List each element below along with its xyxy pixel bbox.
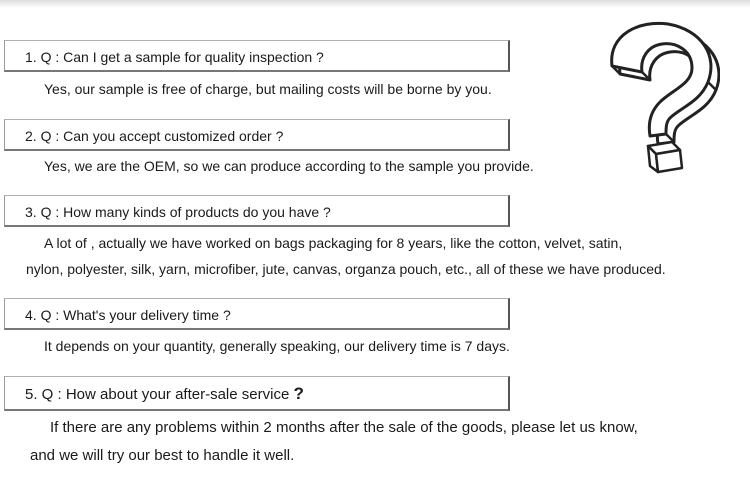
question-1-text: 1. Q : Can I get a sample for quality inspection ?	[25, 49, 324, 65]
answer-5-line-1: If there are any problems within 2 months after the sale of the goods, please let us know,	[50, 419, 638, 436]
question-3-text: 3. Q : How many kinds of products do you have ?	[25, 204, 331, 220]
question-box-2	[4, 119, 510, 151]
answer-4-line-1: It depends on your quantity, generally speaking, our delivery time is 7 days.	[44, 338, 510, 354]
question-5-mark: ?	[293, 384, 304, 403]
question-4-text: 4. Q : What's your delivery time ?	[25, 307, 231, 323]
question-5-label: 5. Q : How about your after-sale service	[25, 386, 290, 403]
question-box-3	[4, 195, 510, 227]
question-box-4	[4, 298, 510, 330]
question-5-text	[25, 384, 304, 404]
answer-3-line-1: A lot of , actually we have worked on bags packaging for 8 years, like the cotton, velvet, satin,	[44, 235, 623, 251]
answer-3-line-2: nylon, polyester, silk, yarn, microfiber, jute, canvas, organza pouch, etc., all of these we have produced.	[26, 261, 666, 277]
question-box-5	[4, 376, 510, 411]
answer-1-line-1: Yes, our sample is free of charge, but mailing costs will be borne by you.	[44, 81, 492, 97]
question-2-text: 2. Q : Can you accept customized order ?	[25, 128, 284, 144]
question-box-1	[4, 40, 510, 72]
answer-5-line-2: and we will try our best to handle it well.	[30, 447, 295, 464]
question-mark-icon	[590, 14, 720, 174]
answer-2-line-1: Yes, we are the OEM, so we can produce according to the sample you provide.	[44, 158, 534, 174]
top-divider	[0, 0, 750, 8]
